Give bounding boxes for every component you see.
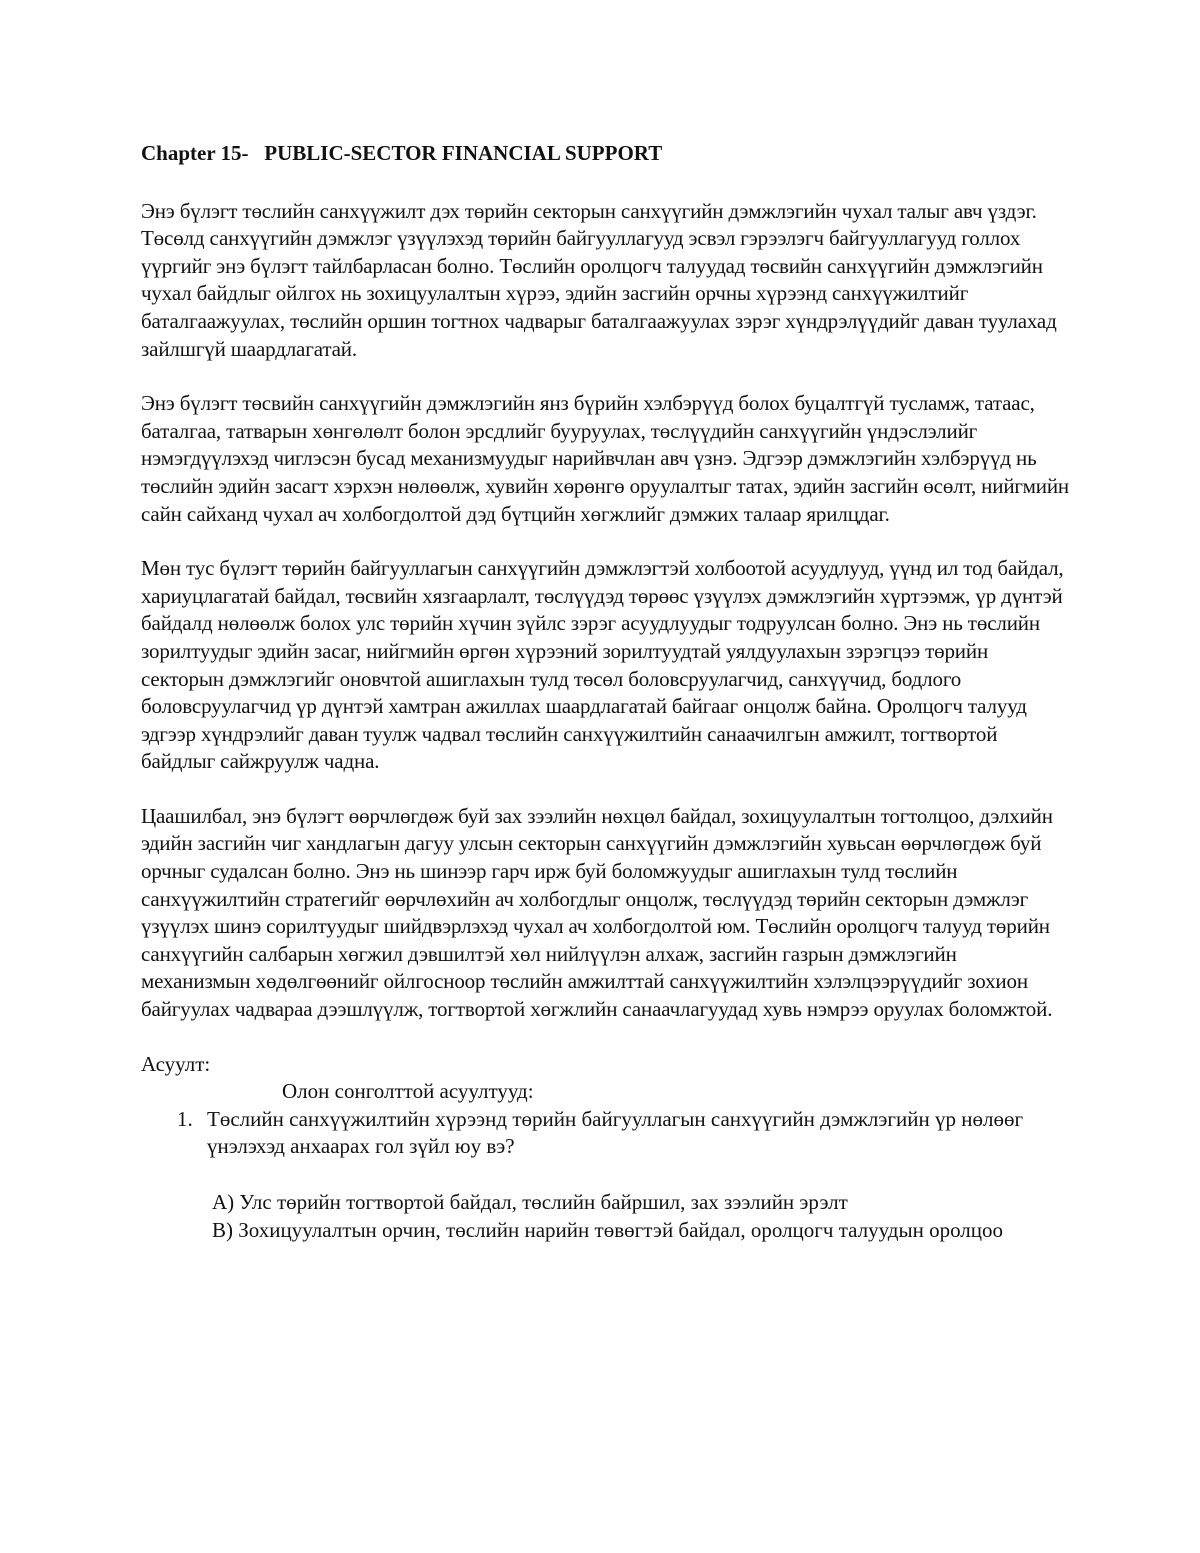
document-page [141,140,1071,1244]
paragraph-intro: Энэ бүлэгт төслийн санхүүжилт дэх төрийн секторын санхүүгийн дэмжлэгийн чухал талыг авч үздэг. Төсөлд санхүүгийн дэмжлэг үзүүлэхэд төрийн байгууллагууд эсвэл гэрээлэгч байгууллагууд голлох үүргийг энэ бүлэгт тайлбарласан болно. Төслийн оролцогч талуудад төсвийн санхүүгийн дэмжлэгийн чухал байдлыг ойлгох нь зохицуулалтын хүрээ, эдийн засгийн орчны хүрээнд санхүүжилтийг баталгаажуулах, төслийн оршин тогтнох чадварыг баталгаажуулах зэрэг хүндрэлүүдийг даван туулахад зайлшгүй шаардлагатай. [141,198,1057,361]
answer-option-a: A) Улс төрийн тогтвортой байдал, төслийн байршил, зах зээлийн эрэлт [212,1190,848,1214]
multiple-choice-heading: Олон сонголттой асуултууд: [282,1079,534,1104]
chapter-title: Chapter 15- PUBLIC-SECTOR FINANCIAL SUPPORT [141,141,663,165]
answer-option-b: B) Зохицуулалтын орчин, төслийн нарийн төвөгтэй байдал, оролцогч талуудын оролцоо [212,1217,1004,1242]
question-item [141,1106,1071,1161]
question-text: Төслийн санхүүжилтийн хүрээнд төрийн байгууллагын санхүүгийн дэмжлэгийн үр нөлөөг үнэлэхэд анхаарах гол зүйл юу вэ? [207,1106,1024,1159]
paragraph-challenges: Мөн тус бүлэгт төрийн байгууллагын санхүүгийн дэмжлэгтэй холбоотой асуудлууд, үүнд ил тод байдал, хариуцлагатай байдал, төсвийн хязгаарлалт, төслүүдэд төрөөс үзүүлэх дэмжлэгийн хүртээмж, үр дүнтэй байдалд нөлөөлж болох улс төрийн хүчин зүйлс зэрэг асуудлуудыг тодруулсан болно. Энэ нь төслийн зорилтуудыг эдийн засаг, нийгмийн өргөн хүрээний зорилтуудтай уялдуулахын зэрэгцээ төрийн секторын дэмжлэгийг оновчтой ашиглахын тулд төсөл боловсруулагчид, санхүүчид, бодлого боловсруулагчид үр дүнтэй хамтран ажиллах шаардлагатай байгааг онцолж байна. Оролцогч талууд эдгээр хүндрэлийг даван туулж чадвал төслийн санхүүжилтийн санаачилгын амжилт, тогтвортой байдлыг сайжруулж чадна. [141,556,1064,774]
paragraph-evolving-landscape: Цаашилбал, энэ бүлэгт өөрчлөгдөж буй зах зээлийн нөхцөл байдал, зохицуулалтын тогтолцоо, дэлхийн эдийн засгийн чиг хандлагын дагуу улсын секторын санхүүгийн дэмжлэгийн хувьсан өөрчлөгдөж буй орчныг судалсан болно. Энэ нь шинээр гарч ирж буй боломжуудыг ашиглахын тулд төслийн санхүүжилтийн стратегийг өөрчлөхийн ач холбогдлыг онцолж, төслүүдэд төрийн секторын дэмжлэг үзүүлэх шинэ сорилтуудыг шийдвэрлэхэд чухал ач холбогдолтой юм. Төслийн оролцогч талууд төрийн санхүүгийн салбарын хөгжил дэвшилтэй хөл нийлүүлэн алхаж, засгийн газрын дэмжлэгийн механизмын хөдөлгөөнийг ойлгосноор төслийн амжилттай санхүүжилтийн хэлэлцээрүүдийг зохион байгуулах чадвараа дээшлүүлж, тогтвортой хөгжлийн санаачлагуудад хувь нэмрээ оруулах боломжтой. [141,803,1053,1022]
questions-heading: Асуулт: [141,1051,211,1076]
paragraph-forms-of-support: Энэ бүлэгт төсвийн санхүүгийн дэмжлэгийн янз бүрийн хэлбэрүүд болох буцалтгүй тусламж, татаас, баталгаа, татварын хөнгөлөлт болон эрсдлийг бууруулах, төслүүдийн санхүүгийн үндэслэлийг нэмэгдүүлэхэд чиглэсэн бусад механизмуудыг нарийвчлан авч үзнэ. Эдгээр дэмжлэгийн хэлбэрүүд нь төслийн эдийн засагт хэрхэн нөлөөлж, хувийн хөрөнгө оруулалтыг татах, эдийн засгийн өсөлт, нийгмийн сайн сайханд чухал ач холбогдолтой дэд бүтцийн хөгжлийг дэмжих талаар ярилцдаг. [141,391,1069,526]
question-number: 1. [177,1106,193,1131]
answer-options [212,1189,1071,1244]
